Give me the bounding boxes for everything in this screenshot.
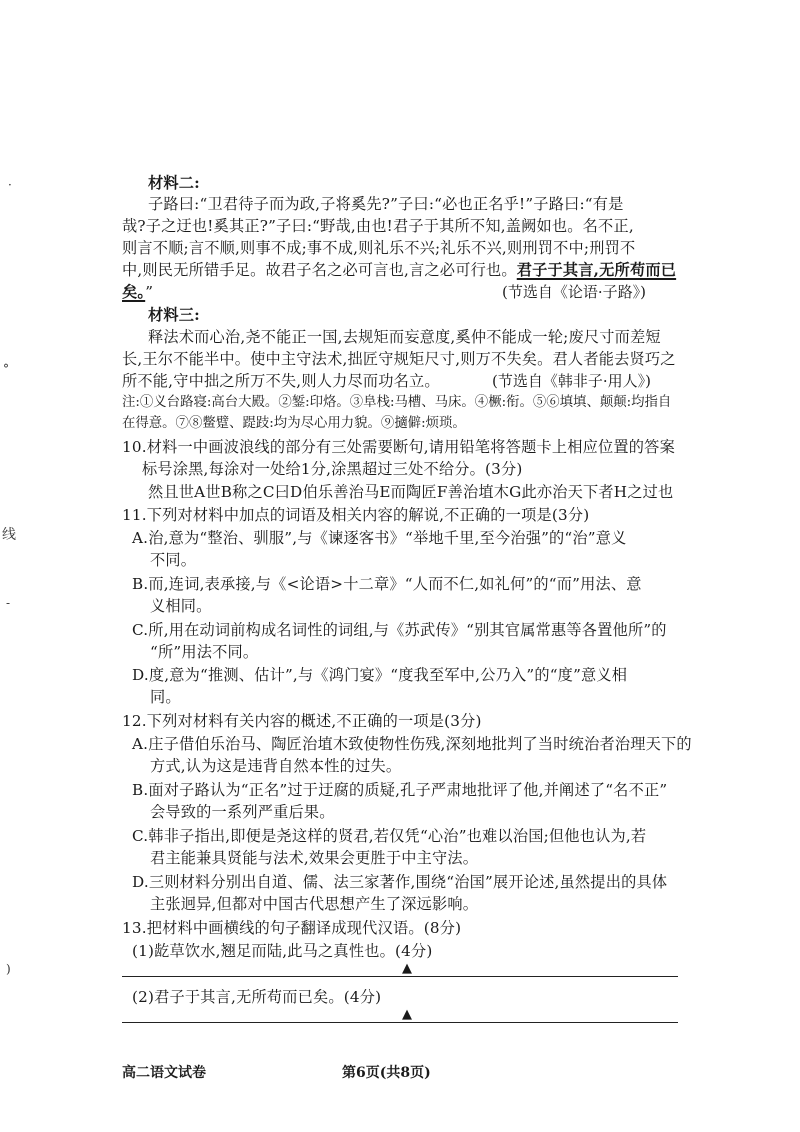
- q12-option-a: A.庄子借伯乐治马、陶匠治埴木致使物性伤残,深刻地批判了当时统治者治理天下的: [132, 735, 692, 753]
- material3-source: (节选自《韩非子·用人》): [492, 372, 651, 390]
- q12-stem: 12.下列对材料有关内容的概述,不正确的一项是(3分): [122, 712, 482, 730]
- material3-line: 长,王尔不能半中。使中主守法术,拙匠守规矩尺寸,则万不失矣。君人者能去贤巧之: [122, 350, 676, 368]
- q12-option-c-cont: 君主能兼具贤能与法术,效果会更胜于中主守法。: [150, 849, 479, 867]
- q11-option-d: D.度,意为“推测、估计”,与《鸿门宴》“度我至军中,公乃入”的“度”意义相: [132, 666, 628, 684]
- q11-option-c-cont: “所”用法不同。: [150, 643, 259, 661]
- q11-option-d-cont: 同。: [150, 688, 181, 706]
- q13-part2: (2)君子于其言,无所苟而已矣。(4分): [132, 988, 382, 1006]
- margin-mark: ): [6, 962, 11, 976]
- material2-line: [122, 282, 153, 302]
- material2-line: 子路曰:“卫君待子而为政,子将奚先?”子曰:“必也正名乎!”子路曰:“有是: [148, 195, 624, 213]
- material2-line: 则言不顺;言不顺,则事不成;事不成,则礼乐不兴;礼乐不兴,则刑罚不中;刑罚不: [122, 239, 636, 257]
- q11-stem: 11.下列对材料中加点的词语及相关内容的解说,不正确的一项是(3分): [122, 506, 590, 524]
- answer-marker: ▲: [402, 1007, 412, 1022]
- underlined-sentence-end: 矣。: [122, 283, 146, 301]
- footer-page-number: 第6页(共8页): [342, 1065, 431, 1081]
- note-line: 注:①义台路寝:高台大殿。②錾:印烙。③阜栈:马槽、马床。④橛:衔。⑤⑥填填、颠颠:均指自: [122, 395, 672, 410]
- q10-stem: 标号涂黑,每涂对一处给1分,涂黑超过三处不给分。(3分): [142, 460, 523, 478]
- q12-option-b-cont: 会导致的一系列严重后果。: [150, 803, 335, 821]
- answer-line: [122, 1022, 678, 1023]
- material3-line: 所不能,守中拙之所万不失,则人力尽而功名立。: [122, 372, 440, 390]
- q13-stem: 13.把材料中画横线的句子翻译成现代汉语。(8分): [122, 919, 462, 937]
- q12-option-d: D.三则材料分别出自道、儒、法三家著作,围绕“治国”展开论述,虽然提出的具体: [132, 873, 668, 891]
- q11-option-a: A.治,意为“整治、驯服”,与《谏逐客书》“举地千里,至今治强”的“治”意义: [132, 529, 627, 547]
- q13-part1: (1)龁草饮水,翘足而陆,此马之真性也。(4分): [132, 942, 433, 960]
- margin-dot: ·: [8, 178, 12, 192]
- footer-exam-title: 高二语文试卷: [122, 1065, 206, 1081]
- material3-title: 材料三:: [148, 306, 200, 324]
- q12-option-a-cont: 方式,认为这是违背自然本性的过失。: [150, 757, 402, 775]
- margin-dot: °: [3, 362, 9, 376]
- q10-sentence: 然且世A世B称之C曰D伯乐善治马E而陶匠F善治埴木G此亦治天下者H之过也: [148, 483, 674, 501]
- material3-line: 释法术而心治,尧不能正一国,去规矩而妄意度,奚仲不能成一轮;废尺寸而差短: [148, 328, 661, 346]
- material2-line: [122, 260, 676, 280]
- q11-option-b-cont: 义相同。: [150, 597, 212, 615]
- q12-option-c: C.韩非子指出,即便是尧这样的贤君,若仅凭“心治”也难以治国;但他也认为,若: [132, 827, 647, 845]
- answer-line: [122, 976, 678, 977]
- q11-option-c: C.所,用在动词前构成名词性的词组,与《苏武传》“别其官属常惠等各置他所”的: [132, 621, 667, 639]
- material2-text: ”: [145, 283, 154, 301]
- q11-option-b: B.而,连词,表承接,与《<论语>十二章》“人而不仁,如礼何”的“而”用法、意: [132, 575, 642, 593]
- q10-stem: 10.材料一中画波浪线的部分有三处需要断句,请用铅笔将答题卡上相应位置的答案: [122, 438, 675, 456]
- q12-option-b: B.面对子路认为“正名”过于迂腐的质疑,孔子严肃地批评了他,并阐述了“名不正”: [132, 781, 668, 799]
- q12-option-d-cont: 主张迥异,但都对中国古代思想产生了深远影响。: [150, 895, 479, 913]
- answer-marker: ▲: [402, 961, 412, 976]
- material2-source: (节选自《论语·子路》): [502, 283, 646, 301]
- material2-text: 中,则民无所错手足。故君子名之必可言也,言之必可行也。: [122, 261, 517, 279]
- note-line: 在得意。⑦⑧鳖躄、踶跂:均为尽心用力貌。⑨擿僻:烦琐。: [122, 416, 466, 431]
- material2-line: 哉?子之迂也!奚其正?”子曰:“野哉,由也!君子于其所不知,盖阙如也。名不正,: [122, 217, 634, 235]
- material2-title: 材料二:: [148, 174, 200, 192]
- underlined-sentence: 君子于其言,无所苟而已: [516, 261, 677, 279]
- binding-line-mark: 线: [2, 527, 16, 543]
- margin-dash: -: [6, 596, 11, 610]
- q11-option-a-cont: 不同。: [150, 551, 197, 569]
